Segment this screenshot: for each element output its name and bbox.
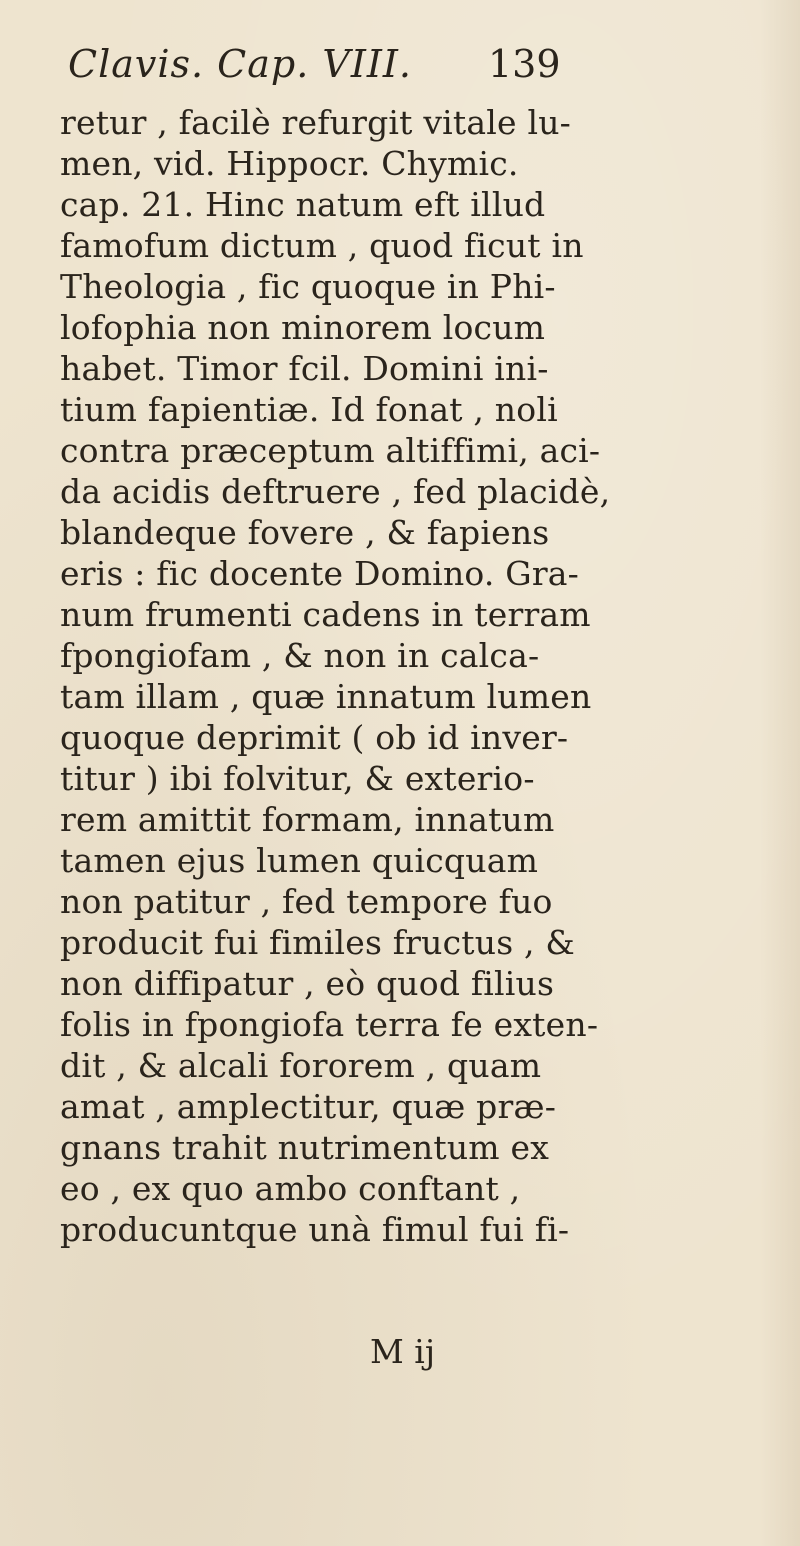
text-line: producit fui fimiles fructus , & xyxy=(60,923,575,962)
page-number: 139 xyxy=(488,42,561,86)
text-line: rem amittit formam, innatum xyxy=(60,800,555,839)
text-line: amat , amplectitur, quæ præ- xyxy=(60,1087,557,1126)
text-line: fpongiofam , & non in calca- xyxy=(60,636,540,675)
text-line: quoque deprimit ( ob id inver- xyxy=(60,718,569,757)
text-line: tamen ejus lumen quicquam xyxy=(60,841,539,880)
running-head xyxy=(60,42,580,102)
text-line: producuntque unà fimul fui fi- xyxy=(60,1210,570,1249)
text-line: lofophia non minorem locum xyxy=(60,308,546,347)
text-line: tam illam , quæ innatum lumen xyxy=(60,677,592,716)
text-line: retur , facilè refurgit vitale lu- xyxy=(60,103,572,142)
text-line: eo , ex quo ambo conftant , xyxy=(60,1169,521,1208)
text-line: folis in fpongiofa terra fe exten- xyxy=(60,1005,599,1044)
text-line: habet. Timor fcil. Domini ini- xyxy=(60,349,549,388)
text-line: dit , & alcali fororem , quam xyxy=(60,1046,542,1085)
text-line: gnans trahit nutrimentum ex xyxy=(60,1128,550,1167)
text-line: num frumenti cadens in terram xyxy=(60,595,591,634)
text-line: titur ) ibi folvitur, & exterio- xyxy=(60,759,535,798)
text-line: non diffipatur , eò quod filius xyxy=(60,964,555,1003)
text-line: famofum dictum , quod ficut in xyxy=(60,226,584,265)
text-line: Theologia , fic quoque in Phi- xyxy=(60,267,556,306)
text-line: contra præceptum altiffimi, aci- xyxy=(60,431,601,470)
text-line: cap. 21. Hinc natum eft illud xyxy=(60,185,546,224)
text-line: eris : fic docente Domino. Gra- xyxy=(60,554,580,593)
text-line: men, vid. Hippocr. Chymic. xyxy=(60,144,519,183)
body-text xyxy=(60,102,611,1250)
text-line: non patitur , fed tempore fuo xyxy=(60,882,553,921)
page-edge-shading xyxy=(760,0,800,1546)
text-line: blandeque fovere , & fapiens xyxy=(60,513,550,552)
running-title: Clavis. Cap. VIII. xyxy=(68,42,412,86)
signature-mark: M ij xyxy=(370,1332,436,1371)
text-line: da acidis deftruere , fed placidè, xyxy=(60,472,611,511)
text-line: tium fapientiæ. Id fonat , noli xyxy=(60,390,558,429)
